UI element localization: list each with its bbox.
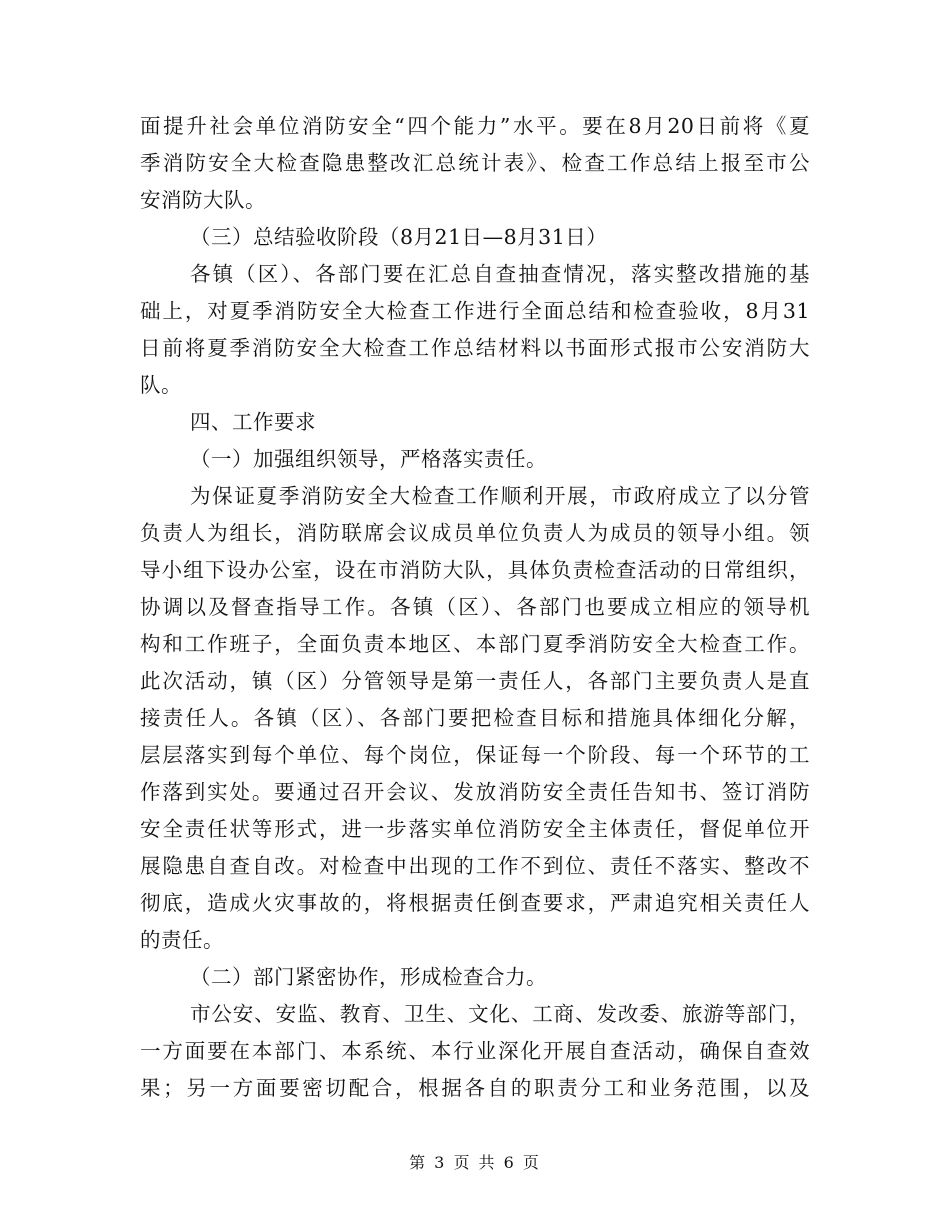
text-line: 作落到实处。要通过召开会议、发放消防安全责任告知书、签订消防 — [140, 780, 810, 804]
text-line: （二）部门紧密协作，形成检查合力。 — [190, 965, 547, 989]
page-number-footer: 第 3 页 共 6 页 — [409, 1153, 541, 1172]
text-line: （三）总结验收阶段（8月21日—8月31日） — [190, 225, 608, 249]
text-line: 面提升社会单位消防安全“四个能力”水平。要在8月20日前将《夏 — [140, 114, 810, 138]
text-line: 接责任人。各镇（区）、各部门要把检查目标和措施具体细化分解， — [140, 706, 810, 730]
text-line: 负责人为组长，消防联席会议成员单位负责人为成员的领导小组。领 — [140, 521, 810, 545]
text-line: 队。 — [140, 373, 182, 397]
text-line: 一方面要在本部门、本系统、本行业深化开展自查活动，确保自查效 — [140, 1039, 810, 1063]
text-line: 层层落实到每个单位、每个岗位，保证每一个阶段、每一个环节的工 — [140, 743, 810, 767]
text-line: 市公安、安监、教育、卫生、文化、工商、发改委、旅游等部门， — [190, 1002, 810, 1026]
document-body — [140, 108, 810, 1107]
text-line: 果；另一方面要密切配合，根据各自的职责分工和业务范围，以及 — [140, 1076, 810, 1100]
text-line: 协调以及督查指导工作。各镇（区）、各部门也要成立相应的领导机 — [140, 595, 810, 619]
text-line: 此次活动，镇（区）分管领导是第一责任人，各部门主要负责人是直 — [140, 669, 810, 693]
text-line: 彻底，造成火灾事故的，将根据责任倒查要求，严肃追究相关责任人 — [140, 891, 810, 915]
text-line: 四、工作要求 — [190, 410, 316, 434]
text-line: 各镇（区）、各部门要在汇总自查抽查情况，落实整改措施的基 — [190, 262, 810, 286]
text-line: 础上，对夏季消防安全大检查工作进行全面总结和检查验收，8月31 — [140, 299, 810, 323]
text-line: 季消防安全大检查隐患整改汇总统计表》、检查工作总结上报至市公 — [140, 151, 810, 175]
text-line: 构和工作班子，全面负责本地区、本部门夏季消防安全大检查工作。 — [140, 632, 810, 656]
text-line: 展隐患自查自改。对检查中出现的工作不到位、责任不落实、整改不 — [140, 854, 810, 878]
text-line: 日前将夏季消防安全大检查工作总结材料以书面形式报市公安消防大 — [140, 336, 810, 360]
text-line: 为保证夏季消防安全大检查工作顺利开展，市政府成立了以分管 — [190, 484, 810, 508]
text-line: 安消防大队。 — [140, 188, 266, 212]
text-line: 导小组下设办公室，设在市消防大队，具体负责检查活动的日常组织， — [140, 558, 810, 582]
text-line: 安全责任状等形式，进一步落实单位消防安全主体责任，督促单位开 — [140, 817, 810, 841]
text-line: （一）加强组织领导，严格落实责任。 — [190, 447, 547, 471]
text-line: 的责任。 — [140, 928, 224, 952]
